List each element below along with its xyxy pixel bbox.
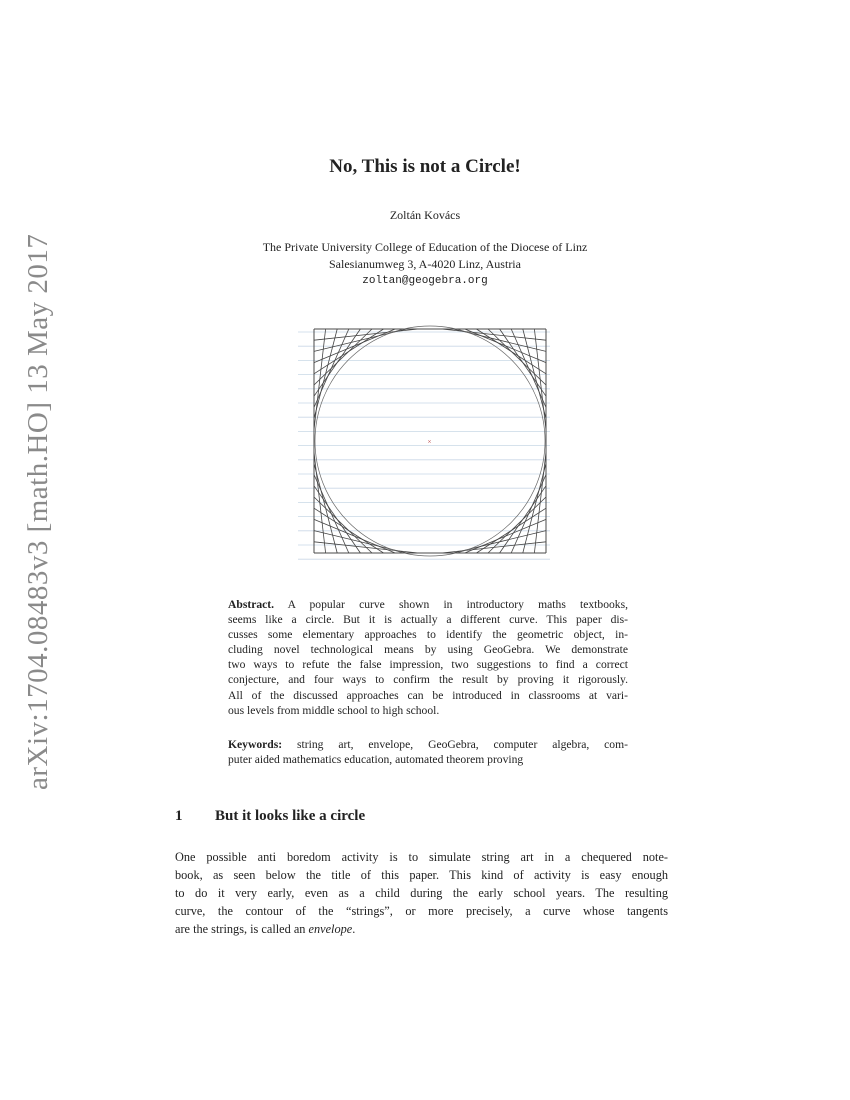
- string-line: [314, 475, 349, 553]
- abstract-line: conjecture, and four ways to confirm the result by proving it rigorously.: [228, 673, 628, 686]
- keywords-label: Keywords:: [228, 738, 283, 751]
- body-line: [175, 922, 668, 936]
- string-art-figure: [298, 322, 550, 562]
- affiliation: The Private University College of Education of the Diocese of Linz: [262, 240, 588, 254]
- abstract-line: cusses some elementary approaches to identify the geometric object, in-: [228, 628, 628, 641]
- string-line: [523, 329, 546, 419]
- author: Zoltán Kovács: [389, 208, 461, 222]
- string-line: [314, 329, 337, 419]
- address: Salesianumweg 3, A-4020 Linz, Austria: [329, 257, 521, 271]
- body-line: book, as seen below the title of this paper. This kind of activity is easy enough: [175, 868, 668, 882]
- string-line: [523, 463, 546, 553]
- abstract-line: [228, 598, 628, 612]
- arxiv-sidebar-id: arXiv:1704.08483v3 [math.HO] 13 May 2017: [22, 233, 54, 790]
- keywords-line: [228, 738, 628, 752]
- abstract-line: All of the discussed approaches can be introduced in classrooms at vari-: [228, 689, 628, 702]
- string-line: [314, 463, 337, 553]
- string-line: [314, 329, 349, 407]
- keywords-text: string art, envelope, GeoGebra, computer algebra, com-: [282, 738, 628, 751]
- email: zoltan@geogebra.org: [362, 275, 488, 287]
- abstract-line: ous levels from middle school to high school.: [228, 704, 440, 717]
- abstract-text: A popular curve shown in introductory maths textbooks,: [274, 598, 628, 611]
- body-text: are the strings, is called an: [175, 922, 309, 936]
- keywords-line: puter aided mathematics education, automated theorem proving: [228, 753, 524, 766]
- section-number: 1: [175, 808, 183, 824]
- abstract-label: Abstract.: [228, 598, 275, 611]
- paper-title: No, This is not a Circle!: [329, 156, 521, 177]
- section-title: But it looks like a circle: [215, 808, 366, 824]
- abstract-line: seems like a circle. But it is actually a different curve. This paper dis-: [228, 613, 628, 626]
- body-line: to do it very early, even as a child during the early school years. The resulting: [175, 886, 668, 900]
- period: .: [352, 922, 356, 936]
- string-line: [511, 475, 546, 553]
- abstract-line: two ways to refute the false impression, two suggestions to find a correct: [228, 658, 628, 671]
- body-line: One possible anti boredom activity is to simulate string art in a chequered note-: [175, 850, 668, 864]
- body-line: curve, the contour of the “strings”, or more precisely, a curve whose tangents: [175, 904, 668, 918]
- emphasis: envelope: [308, 922, 353, 936]
- center-mark: ×: [427, 438, 432, 446]
- abstract-line: cluding novel technological means by using GeoGebra. We demonstrate: [228, 643, 628, 656]
- string-line: [511, 329, 546, 407]
